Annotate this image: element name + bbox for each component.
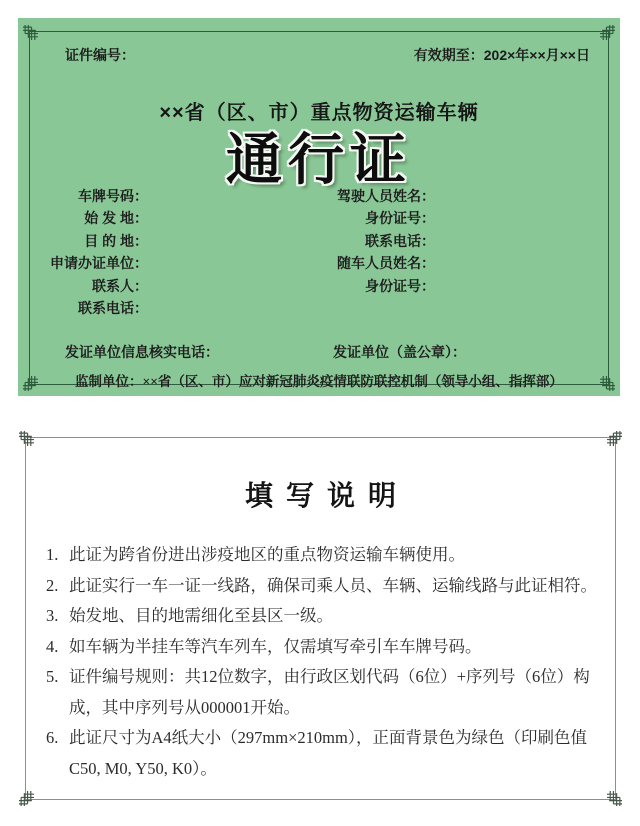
instruction-item (46, 571, 597, 602)
field-label-contact-person: 联系人： (92, 277, 148, 294)
instructions-title: 填写说明 (244, 481, 409, 512)
instruction-item (46, 632, 597, 663)
instructions-list (46, 540, 597, 784)
field-label-plate-number: 车牌号码： (78, 188, 148, 204)
instructions-card (25, 437, 616, 800)
item-number: 6. (46, 728, 59, 747)
permit-subtitle: ××省（区、市）重点物资运输车辆 (159, 102, 479, 124)
item-number: 5. (46, 667, 59, 686)
item-number: 2. (46, 575, 59, 595)
field-label-applicant-unit: 申请办证单位： (50, 255, 148, 272)
valid-until-label: 有效期至：202×年××月××日 (413, 47, 590, 63)
field-label-passenger-id: 身份证号： (365, 277, 435, 294)
issuer-seal-label: 发证单位（盖公章）： (333, 344, 466, 360)
verify-phone-label: 发证单位信息核实电话： (65, 344, 219, 360)
fret-corner-icon (19, 791, 34, 806)
field-label-contact-phone: 联系电话： (78, 299, 148, 316)
item-text: 此证尺寸为A4纸大小（297mm×210mm），正面背景色为绿色（印刷色值C50, M0, Y50, K0）。 (69, 728, 588, 778)
field-label-origin: 始 发 地： (84, 210, 148, 227)
item-text: 此证实行一车一证一线路，确保司乘人员、车辆、运输线路与此证相符。 (69, 575, 597, 595)
item-text: 如车辆为半挂车等汽车列车，仅需填写牵引车车牌号码。 (69, 636, 482, 656)
field-label-destination: 目 的 地： (84, 232, 148, 249)
permit-header (65, 45, 590, 65)
item-number: 4. (46, 636, 59, 656)
field-label-passenger-name: 随车人员姓名： (337, 255, 435, 272)
issuer-row (65, 342, 590, 362)
permit-form-right-column (298, 185, 435, 297)
item-number: 3. (46, 606, 59, 625)
instruction-item (46, 662, 597, 723)
fret-corner-icon (19, 431, 34, 446)
fret-corner-icon (607, 791, 622, 806)
supervisor-value: ××省（区、市）应对新冠肺炎疫情联防联控机制（领导小组、指挥部） (142, 374, 563, 389)
permit-form-left-column (38, 185, 148, 319)
supervisor-row (18, 370, 620, 390)
item-text: 始发地、目的地需细化至县区一级。 (69, 606, 333, 625)
instruction-item (46, 601, 597, 632)
field-label-driver-name: 驾驶人员姓名： (337, 188, 435, 204)
fret-corner-icon (23, 25, 38, 40)
field-label-driver-phone: 联系电话： (365, 232, 435, 249)
permit-title: 通行证 (226, 128, 412, 191)
item-text: 此证为跨省份进出涉疫地区的重点物资运输车辆使用。 (69, 545, 465, 564)
item-number: 1. (46, 545, 59, 564)
fret-corner-icon (600, 25, 615, 40)
fret-corner-icon (607, 431, 622, 446)
supervisor-label: 监制单位： (75, 374, 143, 389)
item-text: 证件编号规则：共12位数字，由行政区划代码（6位）+序列号（6位）构成，其中序列号从000001开始。 (69, 667, 590, 717)
instruction-item (46, 723, 597, 784)
instruction-item (46, 540, 597, 571)
permit-card (18, 18, 620, 396)
certificate-number-label: 证件编号： (65, 47, 135, 63)
field-label-driver-id: 身份证号： (365, 210, 435, 227)
